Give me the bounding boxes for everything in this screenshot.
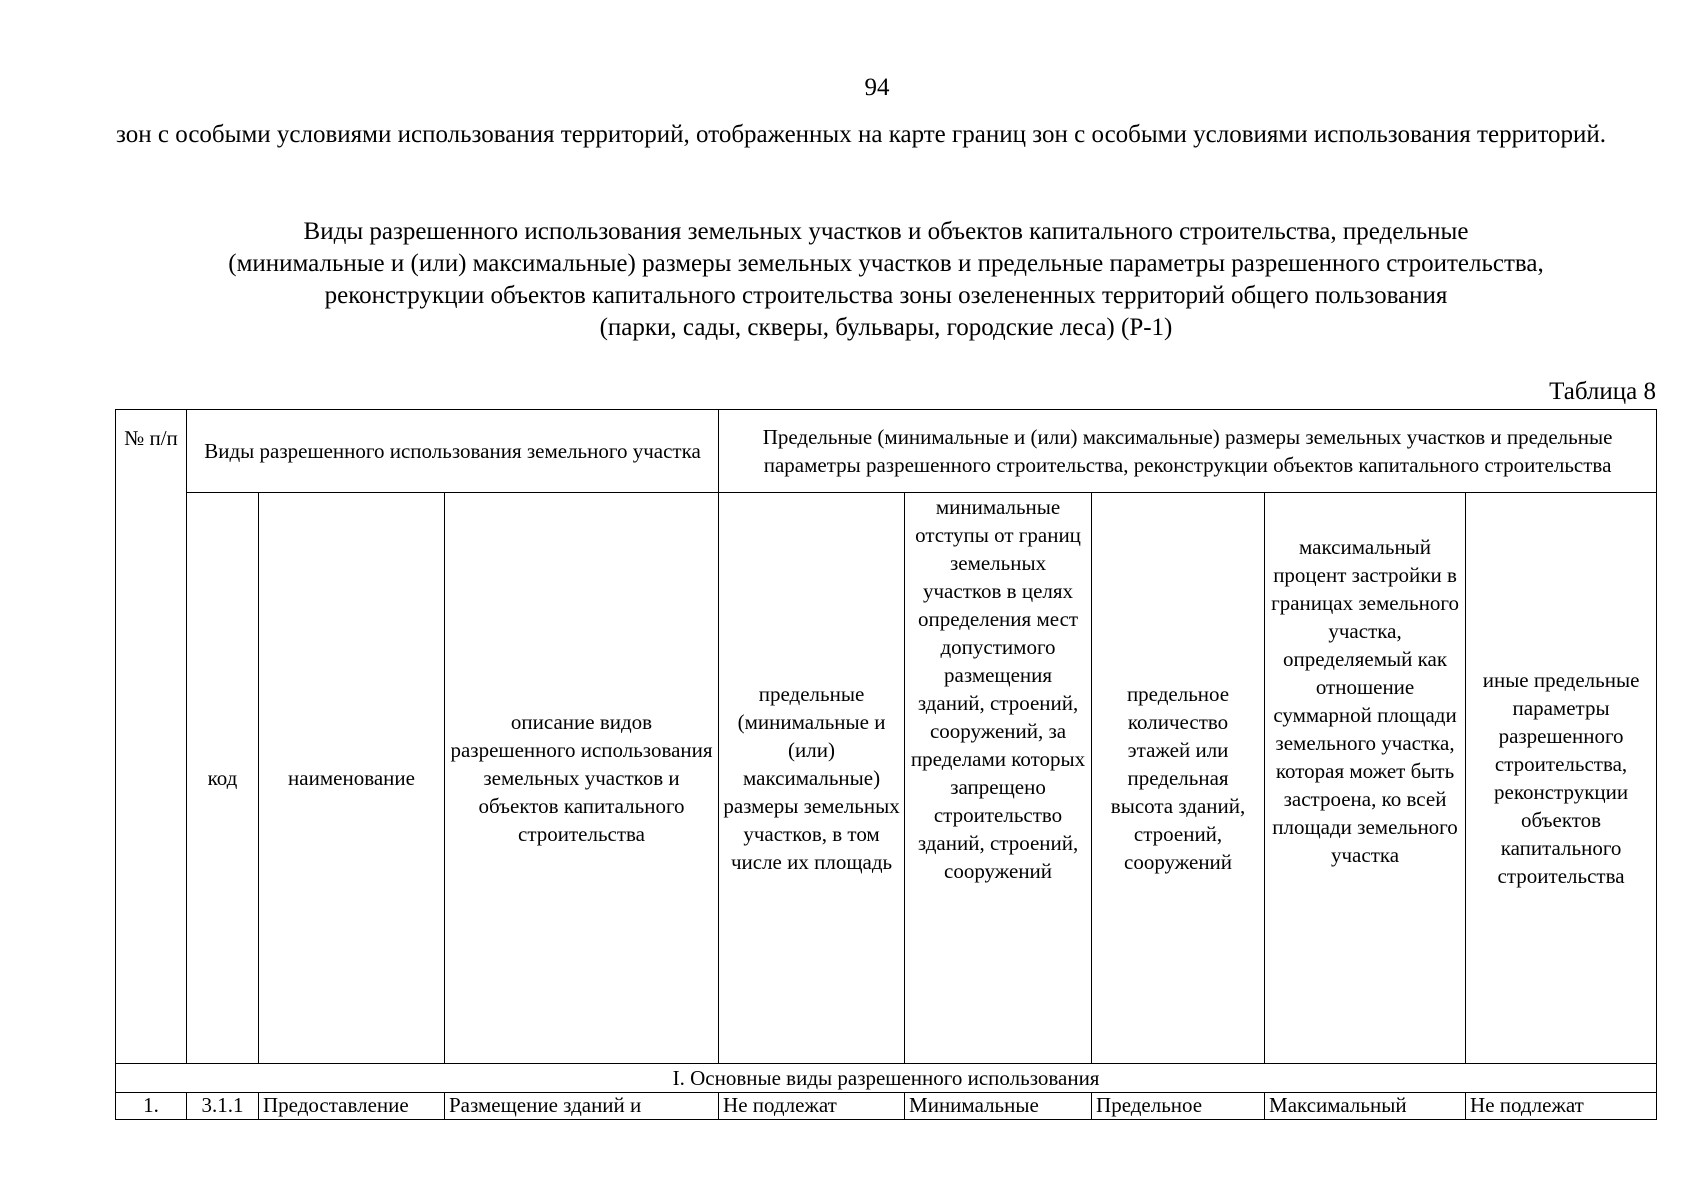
header-code: код (187, 493, 259, 1064)
section-title: I. Основные виды разрешенного использования (116, 1064, 1657, 1093)
cell-name: Предоставление (259, 1093, 445, 1120)
page-number: 94 (864, 74, 890, 101)
cell-other: Не подлежат (1466, 1093, 1657, 1120)
heading-line: (минимальные и (или) максимальные) размеры земельных участков и предельные параметры разрешенного строительства, (228, 250, 1544, 277)
cell-setbacks: Минимальные (905, 1093, 1092, 1120)
cell-description: Размещение зданий и (445, 1093, 719, 1120)
heading-line: реконструкции объектов капитального строительства зоны озелененных территорий общего пользования (324, 282, 1448, 309)
header-limits: Предельные (минимальные и (или) максимальные) размеры земельных участков и предельные параметры разрешенного строительства, реконструкции объектов капитального строительства (719, 410, 1657, 493)
header-permitted-use: Виды разрешенного использования земельного участка (187, 410, 719, 493)
cell-coverage: Максимальный (1265, 1093, 1466, 1120)
header-setbacks: минимальные отступы от границ земельных участков в целях определения мест допустимого размещения зданий, строений, сооружений, за пределами которых запрещено строительство зданий, строений, сооружений (905, 493, 1092, 1064)
header-plot-sizes: предельные (минимальные и (или) максимальные) размеры земельных участков, в том числе их площадь (719, 493, 905, 1064)
cell-code: 3.1.1 (187, 1093, 259, 1120)
regulations-table (115, 409, 1657, 1120)
table-caption: Таблица 8 (1549, 378, 1656, 405)
heading-line: (парки, сады, скверы, бульвары, городские леса) (Р-1) (599, 314, 1173, 341)
header-name: наименование (259, 493, 445, 1064)
header-other: иные предельные параметры разрешенного строительства, реконструкции объектов капитального строительства (1466, 493, 1657, 1064)
section-heading (116, 216, 1656, 344)
header-description: описание видов разрешенного использования земельных участков и объектов капитального строительства (445, 493, 719, 1064)
intro-paragraph: зон с особыми условиями использования территорий, отображенных на карте границ зон с особыми условиями использования территорий. (116, 121, 1607, 148)
header-coverage: максимальный процент застройки в границах земельного участка, определяемый как отношение суммарной площади земельного участка, которая может быть застроена, ко всей площади земельного участка (1265, 493, 1466, 1064)
header-number: № п/п (116, 410, 187, 1064)
cell-plot-sizes: Не подлежат (719, 1093, 905, 1120)
cell-floors: Предельное (1092, 1093, 1265, 1120)
table-row (116, 1093, 1657, 1120)
cell-number: 1. (116, 1093, 187, 1120)
header-floors: предельное количество этажей или предельная высота зданий, строений, сооружений (1092, 493, 1265, 1064)
heading-line: Виды разрешенного использования земельных участков и объектов капитального строительства, предельные (303, 218, 1469, 245)
